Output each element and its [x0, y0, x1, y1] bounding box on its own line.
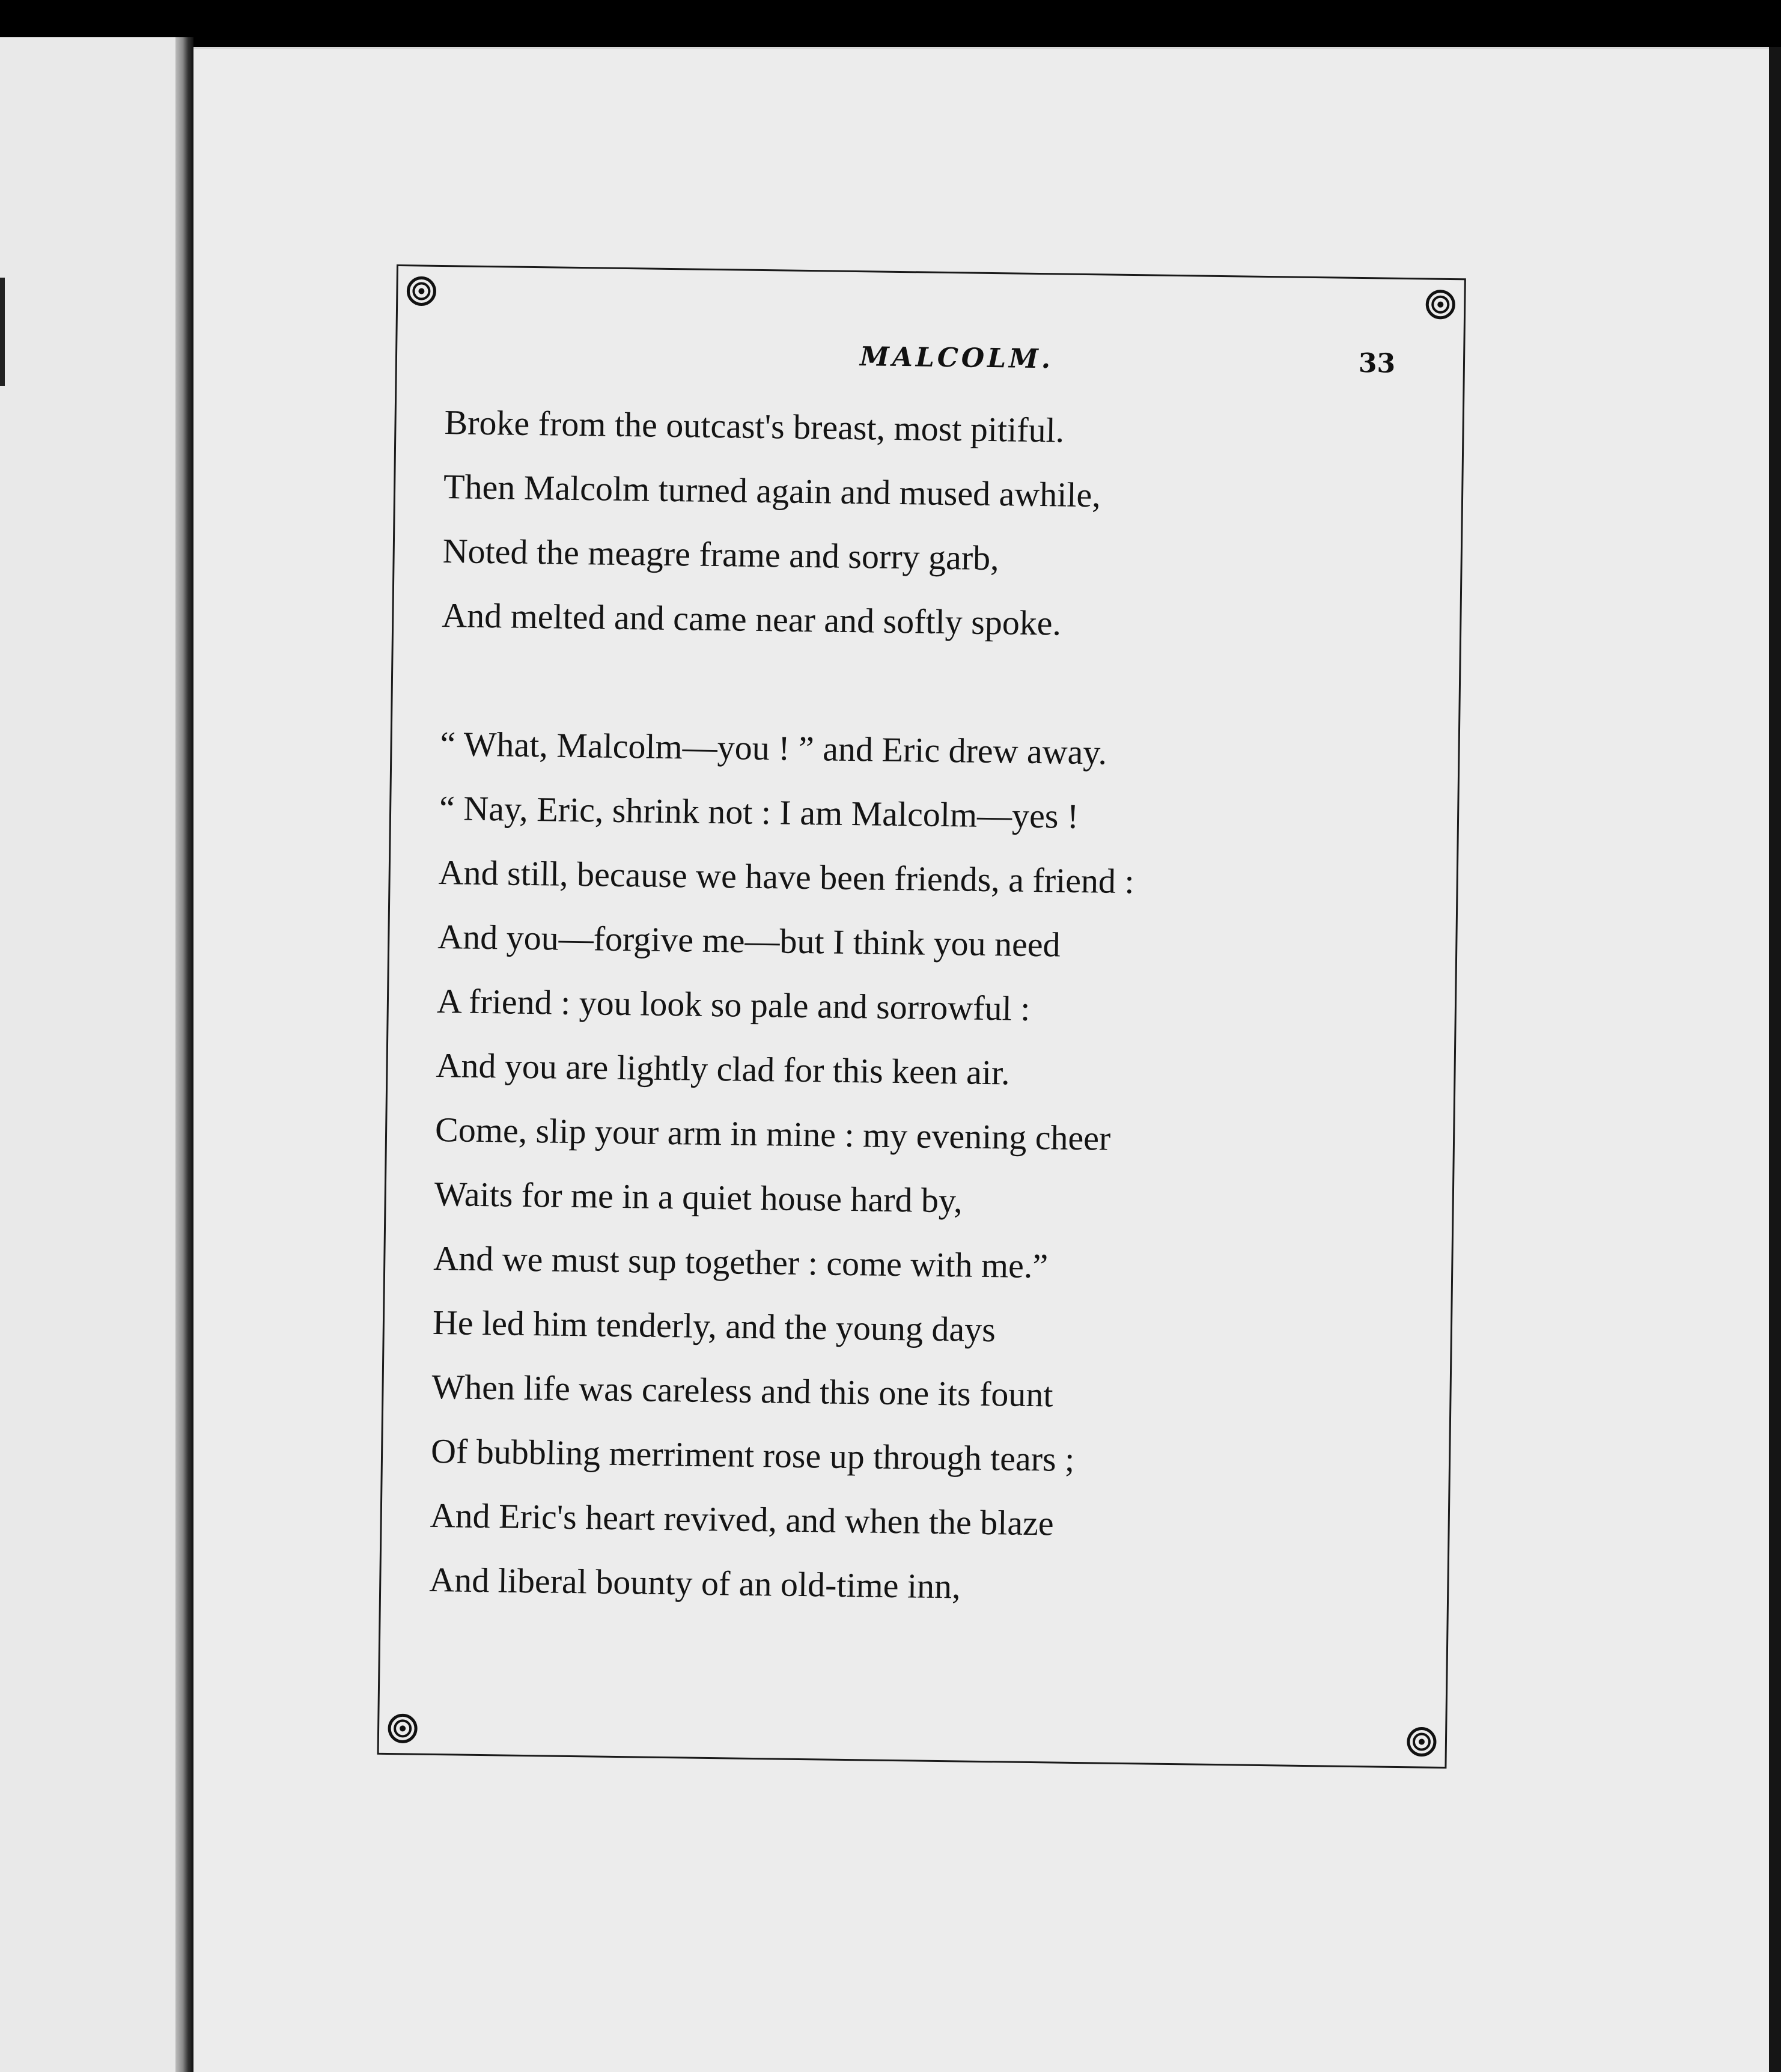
corner-ornament-icon	[405, 275, 438, 308]
corner-ornament-icon	[1424, 288, 1457, 321]
page-frame	[377, 264, 1466, 1769]
verse-line: A friend : you look so pale and sorrowful :	[436, 981, 1031, 1028]
running-head-title: MALCOLM.	[859, 341, 1054, 375]
verse-line: Come, slip your arm in mine : my evening cheer	[434, 1109, 1111, 1158]
verse-line: When life was careless and this one its fount	[431, 1367, 1053, 1415]
page-right-edge	[1769, 47, 1781, 2072]
verse-line: And we must sup together : come with me.”	[433, 1238, 1049, 1286]
running-head	[397, 335, 1464, 391]
text-block	[377, 264, 1478, 1781]
book-spine	[175, 37, 193, 2072]
verse-line: And still, because we have been friends, a friend :	[438, 853, 1135, 901]
verse-line: He led him tenderly, and the young days	[432, 1302, 996, 1350]
left-page	[0, 37, 180, 2072]
verse-line: Waits for me in a quiet house hard by,	[434, 1174, 963, 1220]
verse-line: And melted and came near and softly spoke.	[441, 596, 1062, 643]
verse-line: “ Nay, Eric, shrink not : I am Malcolm—yes !	[439, 788, 1079, 836]
corner-ornament-icon	[386, 1712, 419, 1745]
verse-line: And liberal bounty of an old-time inn,	[428, 1559, 961, 1606]
verse-line: “ What, Malcolm—you ! ” and Eric drew away.	[440, 724, 1107, 772]
poem-text	[429, 390, 1442, 1625]
verse-line: Noted the meagre frame and sorry garb,	[442, 531, 1000, 578]
corner-ornament-icon	[1405, 1725, 1438, 1758]
verse-line: Then Malcolm turned again and mused awhile,	[443, 467, 1101, 515]
verse-line: And you—forgive me—but I think you need	[437, 916, 1061, 964]
verse-line: Of bubbling merriment rose up through tears ;	[430, 1431, 1075, 1479]
page-number: 33	[1358, 347, 1396, 379]
verse-line: And you are lightly clad for this keen air.	[436, 1045, 1011, 1092]
left-page-edge-mark	[0, 278, 5, 386]
verse-line: Broke from the outcast's breast, most pitiful.	[444, 403, 1065, 450]
verse-line: And Eric's heart revived, and when the blaze	[430, 1495, 1055, 1543]
